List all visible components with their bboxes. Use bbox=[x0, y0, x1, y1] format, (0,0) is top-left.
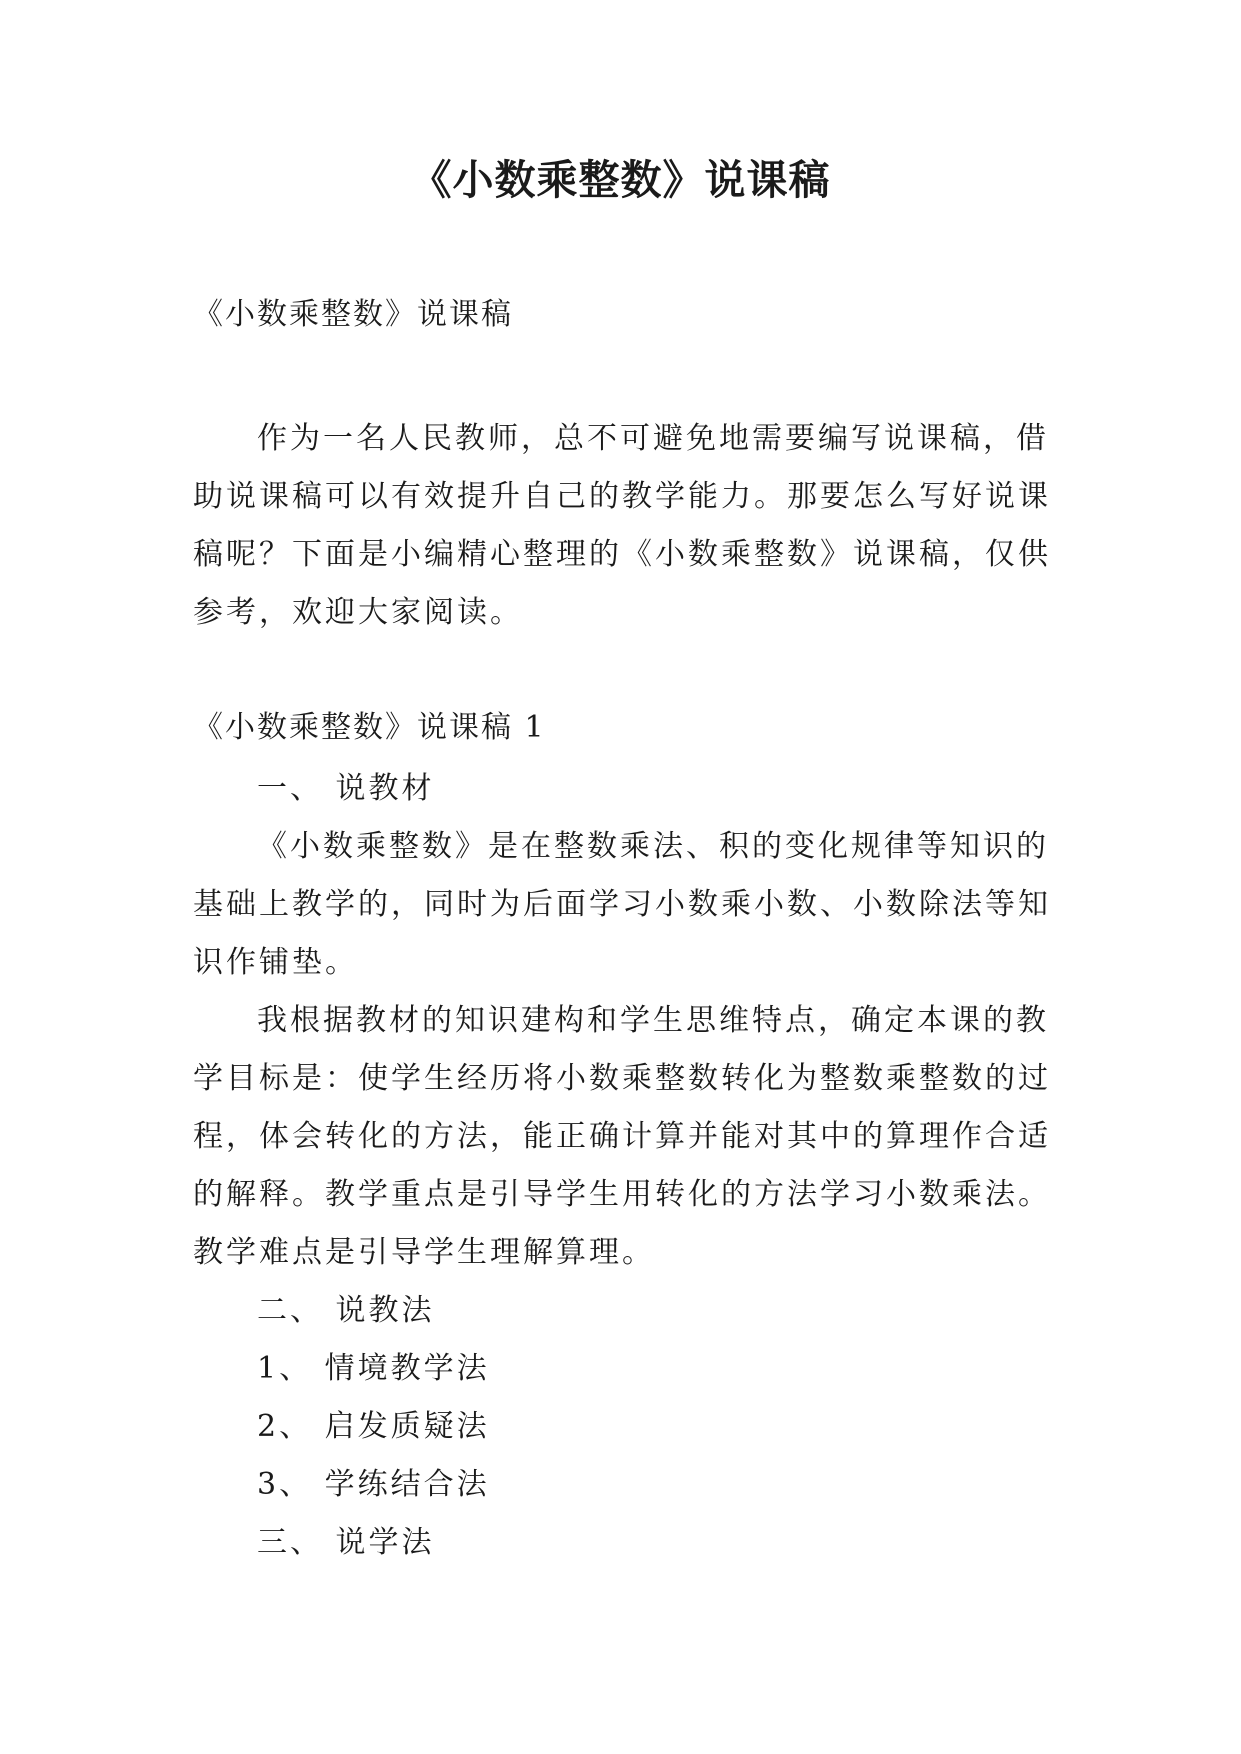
part3-heading: 三、 说学法 bbox=[257, 1525, 435, 1560]
section-body bbox=[193, 760, 1063, 1572]
method-item: 2、 启发质疑法 bbox=[257, 1409, 490, 1444]
part1-paragraph-2: 我根据教材的知识建构和学生思维特点，确定本课的教学目标是：使学生经历将小数乘整数转化为整数乘整数的过程，体会转化的方法，能正确计算并能对其中的算理作合适的解释。教学重点是引导学生用转化的方法学习小数乘法。教学难点是引导学生理解算理。 bbox=[193, 1003, 1051, 1270]
intro-paragraph: 作为一名人民教师，总不可避免地需要编写说课稿，借助说课稿可以有效提升自己的教学能力。那要怎么写好说课稿呢？下面是小编精心整理的《小数乘整数》说课稿，仅供参考，欢迎大家阅读。 bbox=[193, 421, 1051, 630]
part1-heading: 一、 说教材 bbox=[257, 771, 435, 806]
section-heading: 《小数乘整数》说课稿 1 bbox=[193, 710, 546, 745]
document-title: 《小数乘整数》说课稿 bbox=[410, 156, 831, 204]
part1-paragraph-1: 《小数乘整数》是在整数乘法、积的变化规律等知识的基础上教学的，同时为后面学习小数乘小数、小数除法等知识作铺垫。 bbox=[193, 829, 1051, 980]
method-item: 3、 学练结合法 bbox=[257, 1467, 490, 1502]
document-subtitle: 《小数乘整数》说课稿 bbox=[193, 297, 513, 332]
method-item: 1、 情境教学法 bbox=[257, 1351, 490, 1386]
part2-heading: 二、 说教法 bbox=[257, 1293, 435, 1328]
